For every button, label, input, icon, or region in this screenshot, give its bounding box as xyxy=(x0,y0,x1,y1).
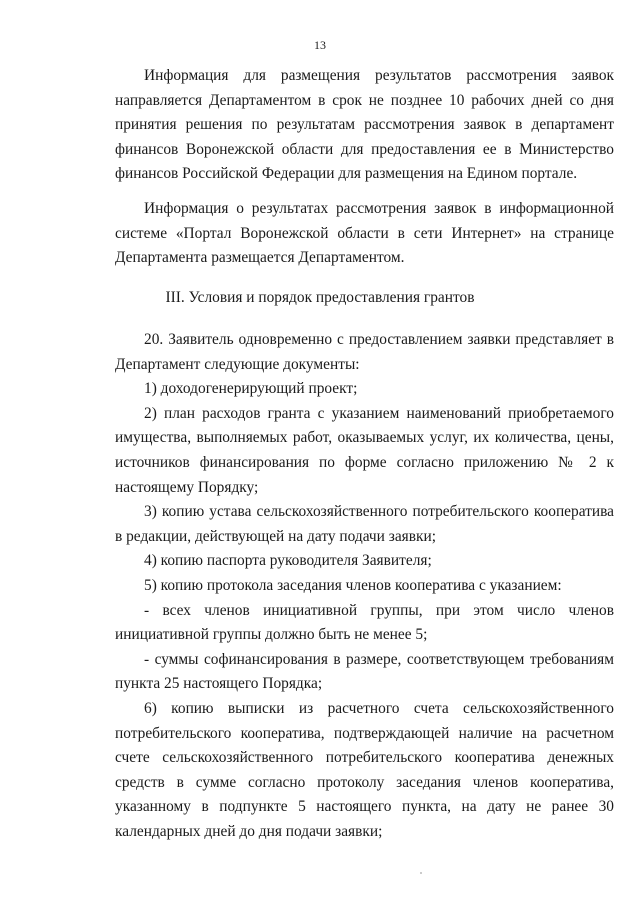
paragraph-item-20: 20. Заявитель одновременно с предоставлением заявки представляет в Департамент следующие документы: xyxy=(115,331,614,373)
scan-artifact xyxy=(420,872,422,874)
list-item-4: 4) копию паспорта руководителя Заявителя; xyxy=(144,552,432,570)
paragraph-info-portal: Информация о результатах рассмотрения заявок в информационной системе «Портал Воронежской области в сети Интернет» на странице Департамента размещается Департаментом. xyxy=(115,199,614,267)
section-heading: III. Условия и порядок предоставления грантов xyxy=(165,289,475,306)
list-item-2: 2) план расходов гранта с указанием наименований приобретаемого имущества, выполняемых работ, оказываемых услуг, их количества, цены, источников финансирования по форме согласно приложению № 2 к настоящему Порядку; xyxy=(115,404,614,496)
documents-list xyxy=(115,328,614,844)
list-item-3: 3) копию устава сельскохозяйственного потребительского кооператива в редакции, действующей на дату подачи заявки; xyxy=(115,503,614,545)
page-number: 13 xyxy=(314,38,326,52)
list-item-5: 5) копию протокола заседания членов кооператива с указанием: xyxy=(144,576,562,594)
top-paragraphs xyxy=(115,64,614,271)
list-item-1: 1) доходогенерирующий проект; xyxy=(144,380,358,398)
list-item-5-cofinancing: - суммы софинансирования в размере, соответствующем требованиям пункта 25 настоящего Порядка; xyxy=(115,650,614,693)
list-item-5-members: - всех членов инициативной группы, при этом число членов инициативной группы должно быть не менее 5; xyxy=(115,601,614,644)
paragraph-info-placement: Информация для размещения результатов рассмотрения заявок направляется Департаментом в срок не позднее 10 рабочих дней со дня принятия решения по результатам рассмотрения заявок в департамент финансов Воронежской области для предоставления ее в Министерство финансов Российской Федерации для размещения на Едином портале. xyxy=(115,67,614,183)
list-item-6: 6) копию выписки из расчетного счета сельскохозяйственного потребительского кооператива, подтверждающей наличие на расчетном счете сельскохозяйственного потребительского кооператива денежных средств в сумме согласно протоколу заседания членов кооператива, указанному в подпункте 5 настоящего пункта, на дату не ранее 30 календарных дней до дня подачи заявки; xyxy=(115,699,614,840)
